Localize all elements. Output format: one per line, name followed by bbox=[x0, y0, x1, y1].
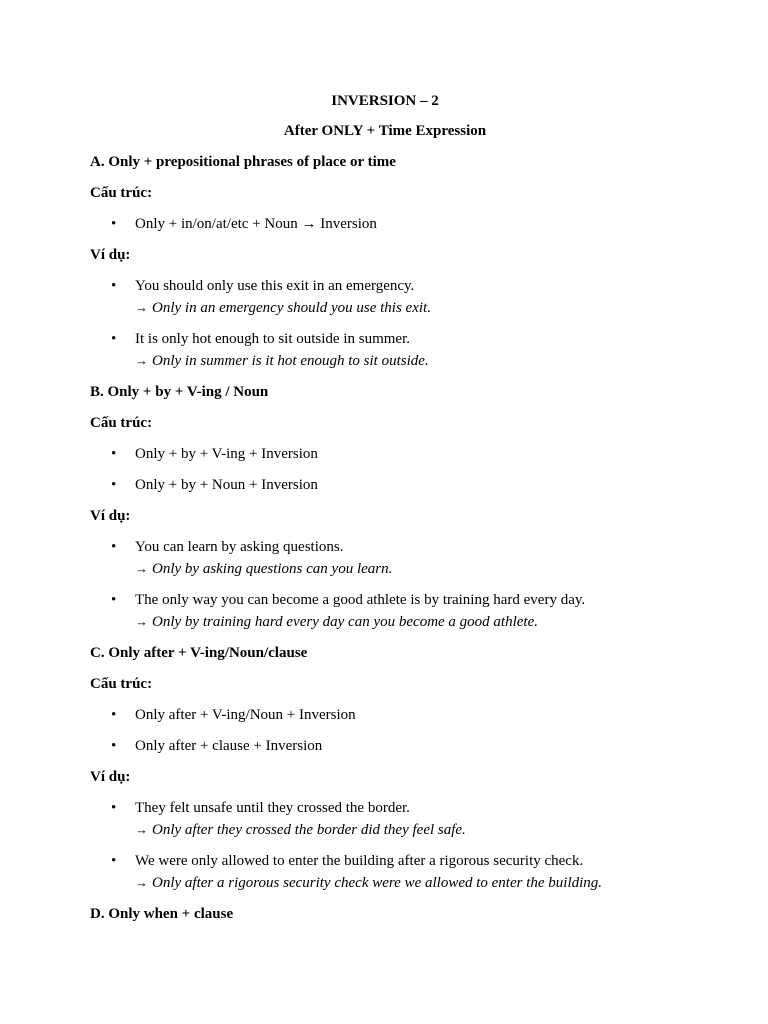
example-sentence: They felt unsafe until they crossed the border. bbox=[135, 800, 410, 816]
example-item bbox=[90, 537, 680, 580]
example-item bbox=[90, 329, 680, 372]
structure-item bbox=[90, 214, 680, 235]
bullet-icon: • bbox=[111, 216, 117, 232]
example-inversion: Only after a rigorous security check were we allowed to enter the building. bbox=[152, 875, 603, 891]
arrow-icon: → bbox=[135, 614, 148, 629]
example-inversion: Only in summer is it hot enough to sit outside. bbox=[152, 353, 429, 369]
example-sentence: You should only use this exit in an emergency. bbox=[135, 278, 415, 294]
example-label: Ví dụ: bbox=[90, 247, 131, 263]
arrow-icon: → bbox=[135, 822, 148, 837]
example-label: Ví dụ: bbox=[90, 769, 131, 785]
document-title: INVERSION – 2 bbox=[331, 93, 439, 109]
structure-item bbox=[90, 705, 680, 726]
bullet-icon: • bbox=[111, 539, 117, 555]
bullet-icon: • bbox=[111, 446, 117, 462]
structure-text: Only after + V-ing/Noun + Inversion bbox=[135, 707, 356, 723]
example-inversion: Only by training hard every day can you become a good athlete. bbox=[152, 614, 539, 630]
bullet-icon: • bbox=[111, 592, 117, 608]
structure-text: Only + by + Noun + Inversion bbox=[135, 477, 318, 493]
arrow-icon: → bbox=[135, 875, 148, 890]
structure-text: Only + in/on/at/etc + Noun → Inversion bbox=[135, 216, 377, 232]
bullet-icon: • bbox=[111, 707, 117, 723]
structure-label: Cấu trúc: bbox=[90, 185, 153, 201]
structure-item bbox=[90, 475, 680, 496]
example-list bbox=[90, 276, 680, 372]
bullet-icon: • bbox=[111, 738, 117, 754]
structure-text: Only after + clause + Inversion bbox=[135, 738, 323, 754]
structure-list bbox=[90, 444, 680, 496]
arrow-icon: → bbox=[135, 561, 148, 576]
structure-text: Only + by + V-ing + Inversion bbox=[135, 446, 318, 462]
example-label: Ví dụ: bbox=[90, 508, 131, 524]
section-heading: B. Only + by + V-ing / Noun bbox=[90, 384, 269, 400]
section-heading: A. Only + prepositional phrases of place or time bbox=[90, 154, 396, 170]
structure-item bbox=[90, 444, 680, 465]
section-d bbox=[90, 904, 680, 925]
document-subtitle: After ONLY + Time Expression bbox=[283, 123, 487, 139]
structure-label: Cấu trúc: bbox=[90, 676, 153, 692]
example-sentence: The only way you can become a good athlete is by training hard every day. bbox=[135, 592, 586, 608]
structure-label: Cấu trúc: bbox=[90, 415, 153, 431]
bullet-icon: • bbox=[111, 477, 117, 493]
structure-list bbox=[90, 214, 680, 235]
example-inversion: Only by asking questions can you learn. bbox=[152, 561, 393, 577]
bullet-icon: • bbox=[111, 331, 117, 347]
document-page bbox=[90, 91, 680, 935]
structure-item bbox=[90, 736, 680, 757]
section-heading: D. Only when + clause bbox=[90, 906, 234, 922]
example-list bbox=[90, 798, 680, 894]
example-item bbox=[90, 851, 680, 894]
section-b bbox=[90, 382, 680, 633]
section-c bbox=[90, 643, 680, 894]
bullet-icon: • bbox=[111, 278, 117, 294]
example-inversion: Only in an emergency should you use this exit. bbox=[152, 300, 431, 316]
example-sentence: It is only hot enough to sit outside in summer. bbox=[135, 331, 410, 347]
example-sentence: We were only allowed to enter the building after a rigorous security check. bbox=[135, 853, 584, 869]
example-list bbox=[90, 537, 680, 633]
bullet-icon: • bbox=[111, 853, 117, 869]
structure-list bbox=[90, 705, 680, 757]
arrow-icon: → bbox=[135, 300, 148, 315]
section-heading: C. Only after + V-ing/Noun/clause bbox=[90, 645, 308, 661]
bullet-icon: • bbox=[111, 800, 117, 816]
example-item bbox=[90, 798, 680, 841]
section-a bbox=[90, 152, 680, 372]
example-item bbox=[90, 276, 680, 319]
example-inversion: Only after they crossed the border did they feel safe. bbox=[152, 822, 466, 838]
example-sentence: You can learn by asking questions. bbox=[135, 539, 344, 555]
arrow-icon: → bbox=[135, 353, 148, 368]
example-item bbox=[90, 590, 680, 633]
